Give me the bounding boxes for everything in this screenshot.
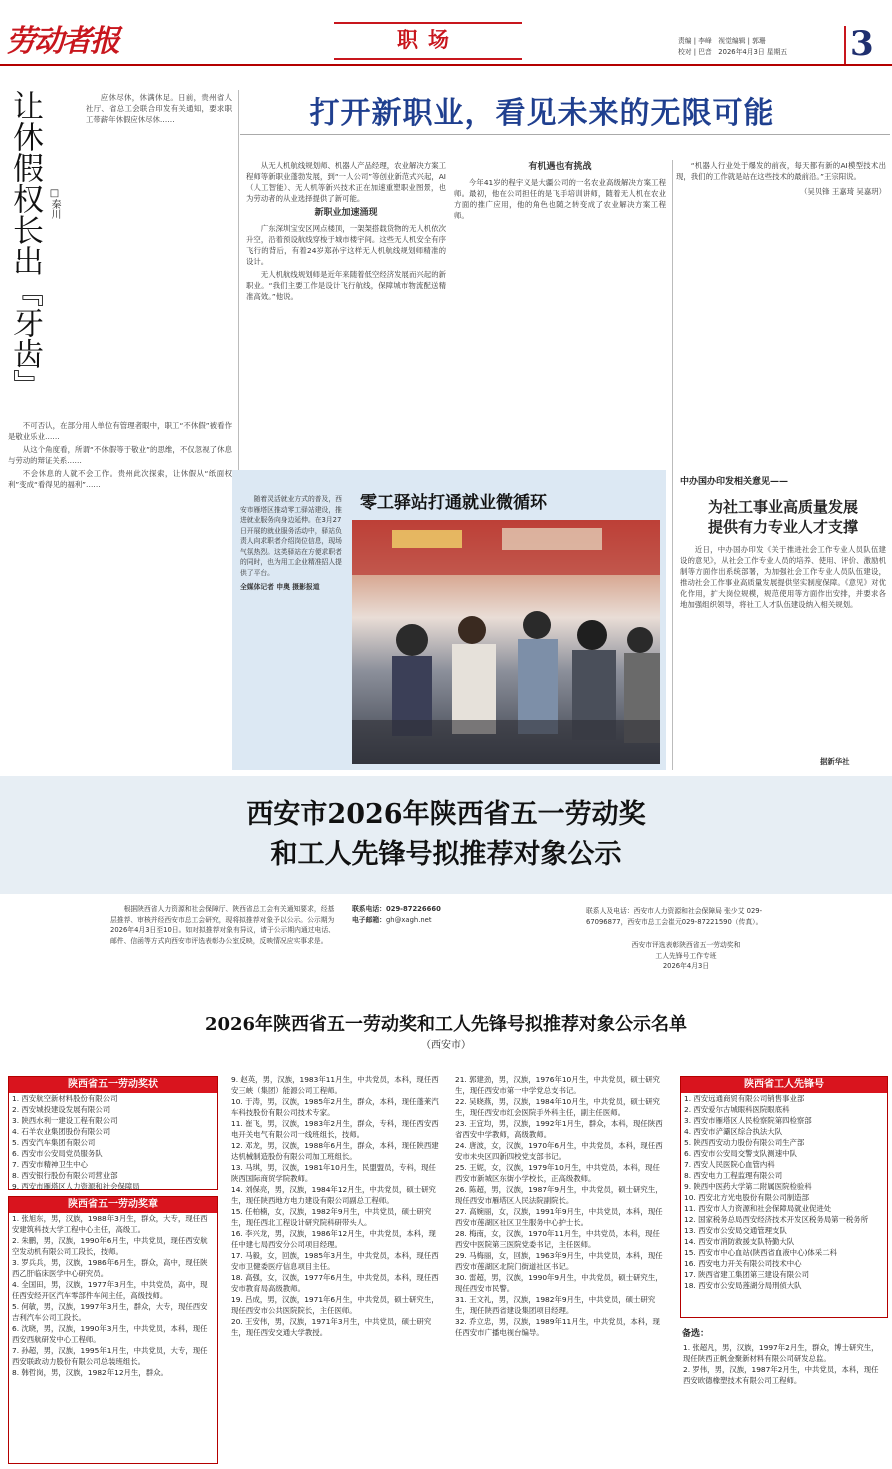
reserve-item: 1. 张超凡，男，汉族，1997年2月生，群众，博士研究生，现任陕西正帆金聚新材料有限公司研发总监。	[683, 1343, 879, 1363]
side-news-title-1: 为社工事业高质量发展	[707, 498, 858, 516]
masthead	[0, 0, 892, 66]
award-item: 4. 石羊农业集团股份有限公司	[12, 1127, 111, 1136]
list-column-3	[452, 1074, 668, 1464]
award-box	[8, 1076, 218, 1190]
email-label: 电子邮箱：	[352, 915, 386, 924]
medal-item: 12. 邓龙，男，汉族，1988年6月生，群众，本科，现任陕西建达机械制造股份有限公司加工班组长。	[231, 1141, 439, 1161]
medal-item: 19. 吕成，男，汉族，1971年6月生，中共党员，硕士研究生，现任西安市公共医院院长，主任医师。	[231, 1295, 439, 1315]
reserve-label: 备选：	[682, 1329, 710, 1339]
medal-item: 22. 吴晓燕，男，汉族，1984年10月生，中共党员，硕士研究生，现任西安市红会医院手外科主任，副主任医师。	[455, 1097, 660, 1117]
article-col-2	[454, 160, 666, 442]
pioneer-item: 7. 西安人民医院心血管内科	[684, 1160, 775, 1169]
medal-item: 23. 王宜均，男，汉族，1992年1月生，群众，本科，现任陕西省西安中学教师，高级教师。	[455, 1119, 663, 1139]
medal-item: 20. 王安伟，男，汉族，1971年3月生，中共党员，硕士研究生，现任西安交通大学教授。	[231, 1317, 432, 1337]
pioneer-item: 6. 西安市公安局交警支队测速中队	[684, 1149, 797, 1158]
medal-item: 18. 高强，女，汉族，1977年6月生，中共党员，本科，现任西安市教育局高级教师。	[231, 1273, 439, 1293]
reserve-item: 2. 罗伟，男，汉族，1987年2月生，中共党员，本科，现任西安欧德橡塑技术有限公司工程师。	[683, 1365, 879, 1385]
medal-item: 17. 马毅，女，回族，1985年3月生，中共党员，本科，现任西安市卫健委医疗信息项目主任。	[231, 1251, 439, 1271]
medal-box	[8, 1196, 218, 1464]
notice-email-line	[352, 915, 580, 926]
article-para-3: 今年41岁的程宇义是大疆公司的一名农业高级解决方案工程师。最初，他在公司担任的是飞手培训讲师，随着无人机在农业方面的推广应用，他的角色也随之转变成了农业解决方案工程师。	[454, 178, 666, 220]
notice-issuer	[586, 940, 786, 972]
notice-text: 根据陕西省人力资源和社会保障厅、陕西省总工会有关通知要求，经基层推荐、审核并经西安市总工会研究，现将拟推荐对象予以公示。公示期为2026年4月3日至10日。如对拟推荐对象有异议，请于公示期内通过电话、邮件、信函等方式向西安市评选表彰办公室反映，反映情况应实事求是。	[110, 905, 335, 945]
visual-label: 视觉编辑	[718, 37, 746, 45]
photo-credit: 全媒体记者 申奥 摄影报道	[240, 583, 320, 591]
side-news-credit: 据新华社	[820, 757, 850, 766]
issuer-line-1: 西安市评选表彰陕西省五一劳动奖和	[631, 941, 741, 949]
award-item: 6. 西安市公安局党员服务队	[12, 1149, 103, 1158]
medal-item: 21. 郭建劲，男，汉族，1976年10月生，中共党员，硕士研究生，现任西安市第一中学党总支书记。	[455, 1075, 660, 1095]
article-para-2: 无人机航线规划师是近年来随着低空经济发展而兴起的新职业。“我们主要工作是设计飞行航线，保障城市物流配送精准高效。”他说。	[246, 270, 446, 301]
editor-info: 责编 | 李峰 视觉编辑 | 郭珊 校对 | 巴音 2026年4月3日 星期五	[678, 37, 788, 56]
article-col-3	[676, 160, 886, 442]
side-news-body	[680, 544, 886, 750]
notice-contact-2: 联系人及电话：西安市人力资源和社会保障局 张少艾 029-67096877，西安市总工会崔元029-87221590（传真）。	[586, 907, 763, 926]
editor-name: 李峰	[698, 37, 712, 45]
article-lead: 从无人机航线规划师、机器人产品经理，农业解决方案工程师等新职业蓬勃发展，到“一人公司”等创业新范式兴起，AI（人工智能）、无人机等新兴技术正在加速重塑职业图景，也为劳动者的从业选择提供了新可能。	[246, 161, 446, 203]
pioneer-item: 13. 西安市公安局交通管理支队	[684, 1226, 787, 1235]
issuer-line-2: 工人先锋号工作专班	[655, 951, 717, 960]
author-mark: □	[49, 188, 60, 199]
newspaper-logo: 劳动者报	[6, 24, 118, 59]
pioneer-item: 18. 西安市公安局莲湖分局刑侦大队	[684, 1281, 802, 1290]
side-news-text: 近日，中办国办印发《关于推进社会工作专业人员队伍建设的意见》，从社会工作专业人员的培养、使用、评价、激励机制等方面作出系统部署，为加强社会工作专业人员队伍建设，推动社会工作事业高质量发展提供坚实制度保障。《意见》对优化作用，扩大岗位规模，规范使用等方面作出安排，并要求各地加强组织领导，将社工人才队伍建设纳入相关规划。	[680, 545, 886, 609]
job-fair-photo	[352, 520, 660, 764]
article-para-1: 广东深圳宝安区网点楼顶，一架架搭载货物的无人机依次升空，沿着预设航线穿梭于城市楼宇间。这些无人机安全有序飞行的背后，有着24岁郑孙宇这样无人机航线规划师精准的设计。	[246, 224, 446, 266]
pioneer-box	[680, 1076, 888, 1318]
medal-item: 31. 王文礼，男，汉族，1982年9月生，中共党员，硕士研究生，现任陕西省建设集团项目经理。	[455, 1295, 656, 1315]
pioneer-item: 8. 西安电力工程监理有限公司	[684, 1171, 783, 1180]
medal-item: 10. 于涛，男，汉族，1985年2月生，群众，本科，现任蓬莱汽车科技股份有限公司技术专家。	[231, 1097, 439, 1117]
photo-story-caption	[240, 494, 346, 766]
pioneer-item: 15. 西安市中心血站(陕西省血液中心)体采二科	[684, 1248, 837, 1257]
commentary-author	[48, 188, 62, 219]
medal-item: 3. 罗兵兵，男，汉族，1986年6月生，群众，高中，现任陕西乙肝临床医学中心研究员。	[12, 1258, 208, 1278]
reserve-list	[680, 1342, 886, 1462]
medal-item: 15. 任柏楠，女，汉族，1982年9月生，中共党员，硕士研究生，现任西北工程设计研究院科研带头人。	[231, 1207, 432, 1227]
author-name: 秦川	[49, 199, 60, 219]
medal-item: 14. 刘保亮，男，汉族，1984年12月生，中共党员，硕士研究生，现任陕西地方电力建设有限公司副总工程师。	[231, 1185, 436, 1205]
award-item: 1. 西安航空新材料股份有限公司	[12, 1094, 118, 1103]
medal-item: 8. 韩哲岗，男，汉族，1982年12月生，群众。	[12, 1368, 168, 1377]
list-column-2	[228, 1074, 444, 1464]
medal-head: 陕西省五一劳动奖章	[9, 1197, 217, 1213]
pioneer-item: 10. 西安北方光电股份有限公司制造部	[684, 1193, 809, 1202]
commentary-para-1: 应休尽休，休满休足。日前，贵州省人社厅、省总工会联合印发有关通知，要求职工带薪年休假应休尽休……	[86, 93, 232, 124]
medal-item: 6. 沈晓，男，汉族，1990年3月生，中共党员，本科，现任西安西航研发中心工程师。	[12, 1324, 208, 1344]
medal-item: 4. 全国田，男，汉族，1977年3月生，中共党员，高中，现任西安经开区汽车零部件车间主任，高级技师。	[12, 1280, 208, 1300]
medal-item: 32. 乔立忠，男，汉族，1989年11月生，中共党员，本科，现任西安市广播电视台编导。	[455, 1317, 660, 1337]
pioneer-head: 陕西省工人先锋号	[681, 1077, 887, 1093]
award-head: 陕西省五一劳动奖状	[9, 1077, 217, 1093]
photo-caption-text: 随着灵活就业方式的普及，西安市雁塔区推动零工驿站建设，推进就业服务向身边延伸。在3月27日开展的就业服务活动中，驿站负责人向求职者介绍岗位信息，现场气氛热烈。这类驿站在方便求职者的同时，也为用工企业精准招人提供了平台。	[240, 495, 342, 577]
page-number: 3	[850, 24, 874, 64]
medal-item: 7. 孙超，男，汉族，1995年1月生，中共党员，大专，现任西安联政动力股份有限公司总装班组长。	[12, 1346, 208, 1366]
section-label: 职场	[397, 27, 459, 52]
pioneer-item: 12. 国家税务总局西安经济技术开发区税务局第一税务所	[684, 1215, 869, 1224]
medal-list	[9, 1213, 217, 1378]
pioneer-list	[681, 1093, 887, 1291]
job-fair-photo-illustration	[352, 520, 660, 764]
email-value[interactable]: gh@xagh.net	[385, 915, 432, 924]
commentary-title: 让休假权长出『牙齿』	[7, 90, 43, 400]
side-news-kicker: 中办国办印发相关意见——	[680, 477, 789, 487]
list-title: 2026年陕西省五一劳动奖和工人先锋号拟推荐对象公示名单	[204, 1014, 688, 1035]
pioneer-item: 4. 西安市浐灞区综合执法大队	[684, 1127, 783, 1136]
award-item: 2. 西安城投建设发展有限公司	[12, 1105, 111, 1114]
proof-label: 校对	[678, 47, 692, 56]
pioneer-item: 17. 陕西省建工集团第三建设有限公司	[684, 1270, 809, 1279]
article-col-1	[246, 160, 446, 442]
commentary-para-2: 不可否认，在部分用人单位有管理者眼中，职工“不休假”被看作是敬业乐业……	[8, 421, 232, 441]
medal-item: 25. 王妮，女，汉族，1979年10月生，中共党员，本科，现任西安市新城区东街小学校长，正高级教师。	[455, 1163, 660, 1183]
commentary-para-3: 从这个角度看，所谓“不休假等于敬业”的思维，不仅忽视了休息与劳动的辩证关系……	[8, 445, 232, 465]
pioneer-item: 1. 西安远通商贸有限公司销售事业部	[684, 1094, 805, 1103]
medal-item: 1. 张旭东，男，汉族，1988年3月生，群众，大专，现任西安建筑科技大学工程中心主任，高级工。	[12, 1214, 208, 1234]
pioneer-item: 11. 西安市人力资源和社会保障局就业促进处	[684, 1204, 832, 1213]
pioneer-item: 14. 西安市消防救援支队特勤大队	[684, 1237, 795, 1246]
proof-name: 巴音	[698, 47, 712, 56]
award-item: 8. 西安银行股份有限公司营业部	[12, 1171, 118, 1180]
editor-label: 责编	[678, 37, 692, 45]
side-news-title-2: 提供有力专业人才支撑	[707, 518, 858, 536]
subhead-opportunity: 有机遇也有挑战	[528, 162, 592, 172]
medal-item: 5. 何敏，男，汉族，1997年3月生，群众，大专，现任西安吉利汽车公司工段长。	[12, 1302, 208, 1322]
main-headline: 打开新职业，看见未来的无限可能	[309, 96, 775, 131]
award-list	[9, 1093, 217, 1192]
commentary-body-top	[86, 92, 232, 418]
award-item: 9. 西安市雁塔区人力资源和社会保障局	[12, 1182, 140, 1191]
medal-item: 11. 崔飞，男，汉族，1983年2月生，群众，专科，现任西安西电开关电气有限公司一线班组长，技师。	[231, 1119, 439, 1139]
award-item: 7. 西安市精神卫生中心	[12, 1160, 88, 1169]
visual-name: 郭珊	[752, 37, 766, 45]
award-item: 5. 西安汽车集团有限公司	[12, 1138, 96, 1147]
pioneer-item: 9. 陕西中医药大学第二附属医院检验科	[684, 1182, 812, 1191]
list-subtitle: （西安市）	[421, 1040, 471, 1051]
notice-body	[110, 904, 580, 980]
article-byline: （吴贝锋 王嘉琦 吴嘉玥）	[800, 187, 886, 196]
medal-item: 24. 唐波，女，汉族，1970年6月生，中共党员，本科，现任西安市未央区四新四校党支部书记。	[455, 1141, 663, 1161]
medal-item: 13. 马琪，男，汉族，1981年10月生，民盟盟员，专科，现任陕西国际商贸学院教师。	[231, 1163, 436, 1183]
award-item: 3. 陕西水利一建设工程有限公司	[12, 1116, 118, 1125]
medal-item: 27. 高婉丽，女，汉族，1991年9月生，中共党员，本科，现任西安市莲湖区社区卫生服务中心护士长。	[455, 1207, 663, 1227]
issuer-date: 2026年4月3日	[662, 962, 710, 970]
medal-item: 2. 朱鹏，男，汉族，1990年6月生，中共党员，现任西安航空发动机有限公司工段长，技师。	[12, 1236, 208, 1256]
pioneer-item: 2. 西安爱尔古城眼科医院眼底科	[684, 1105, 790, 1114]
pioneer-item: 16. 西安电力开关有限公司技术中心	[684, 1259, 802, 1268]
medal-item: 16. 李兴龙，男，汉族，1986年12月生，中共党员，本科，现任中建七局西安分公司项目经理。	[231, 1229, 436, 1249]
medal-item: 29. 马梅丽，女，回族，1963年9月生，中共党员，本科，现任西安市莲湖区北院门街道社区书记。	[455, 1251, 663, 1271]
photo-story-title: 零工驿站打通就业微循环	[360, 493, 547, 513]
notice-title-1: 西安市2026年陕西省五一劳动奖	[246, 799, 646, 830]
medal-item: 9. 赵英，男，汉族，1983年11月生，中共党员，本科，现任西安三峡（集团）能源公司工程师。	[231, 1075, 439, 1095]
commentary-body	[8, 420, 232, 780]
medal-item: 26. 陈超，男，汉族，1987年9月生，中共党员，硕士研究生，现任西安市雁塔区人民法院副院长。	[455, 1185, 663, 1205]
article-para-4: “机器人行业处于爆发的前夜，每天都有新的AI模型技术出现，我们的工作就是站在这些技术的最前沿。”王宗阳说。	[676, 161, 886, 181]
pioneer-item: 3. 西安市雁塔区人民检察院第四检察部	[684, 1116, 812, 1125]
notice-title-2: 和工人先锋号拟推荐对象公示	[270, 839, 622, 870]
medal-item: 28. 梅南，女，汉族，1970年11月生，中共党员，本科，现任西安中医院第三医院党委书记，主任医师。	[455, 1229, 660, 1249]
commentary-para-4: 不会休息的人就不会工作。贵州此次探索，让休假从“纸面权利”变成“看得见的福利”……	[8, 469, 232, 489]
pioneer-item: 5. 陕西西安动力股份有限公司生产部	[684, 1138, 805, 1147]
issue-date: 2026年4月3日 星期五	[718, 47, 788, 56]
notice-contact: 联系电话：029-87226660	[352, 905, 441, 913]
medal-item: 30. 雷超，男，汉族，1990年9月生，中共党员，硕士研究生，现任西安市民警。	[455, 1273, 663, 1293]
subhead-new-jobs: 新职业加速涌现	[314, 208, 378, 218]
